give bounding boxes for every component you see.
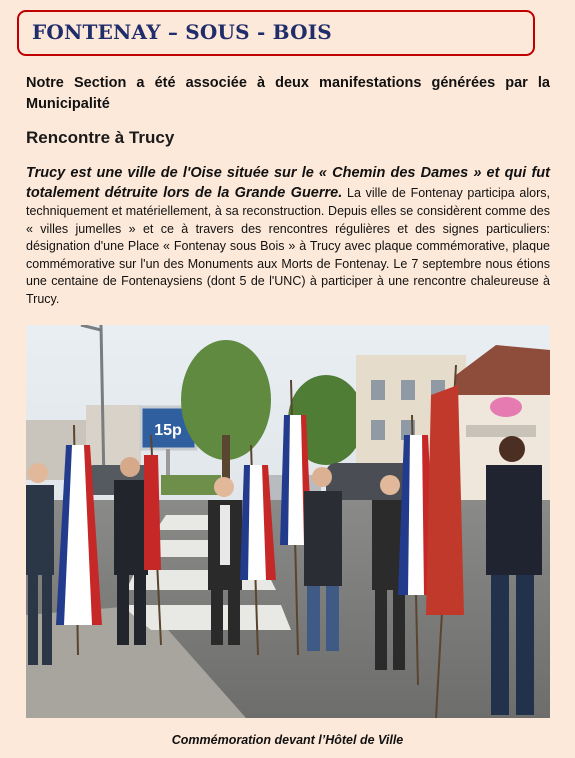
title-banner bbox=[17, 10, 535, 56]
page-title: FONTENAY – SOUS - BOIS bbox=[32, 20, 332, 44]
body-paragraph bbox=[26, 163, 550, 308]
umbrella bbox=[490, 397, 522, 417]
photo-caption: Commémoration devant l’Hôtel de Ville bbox=[171, 733, 404, 747]
ceremony-photo bbox=[26, 325, 550, 718]
section-heading: Rencontre à Trucy bbox=[26, 128, 175, 147]
intro-paragraph: Notre Section a été associée à deux manifestations générées par la Municipalité bbox=[26, 75, 550, 112]
billboard-text: 15p bbox=[154, 422, 182, 439]
body-sentence: La ville de Fontenay participa alors, techniquement et matériellement, à sa reconstruction. Depuis elles se considèrent comme des « villes jumelles » et ce à travers des rencontres régulières et des signes particuliers: désignation d'une Place « Fontenay sous Bois » à Trucy avec plaque commémorative, plaque commémorative sur l'un des Monuments aux Morts de Fontenay. Le 7 septembre nous étions une centaine de Fontenaysiens (dont 5 de l'UNC) à participer à une rencontre chaleureuse à Trucy. bbox=[26, 186, 550, 306]
lead-sentence: Trucy est une ville de l'Oise située sur le « Chemin des Dames » et qui fut totalement détruite lors de la Grande Guerre. bbox=[26, 165, 550, 201]
hedge bbox=[161, 475, 221, 495]
ceremony-photo-illustration bbox=[26, 325, 550, 718]
